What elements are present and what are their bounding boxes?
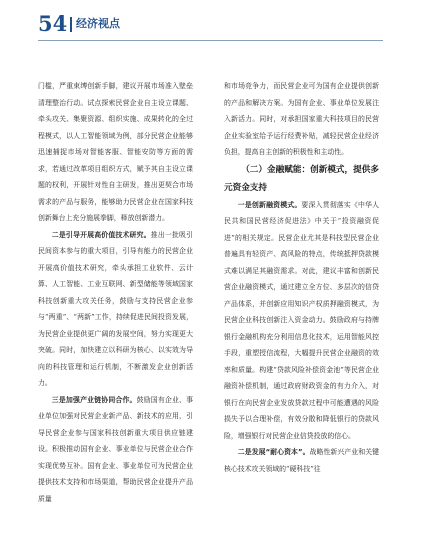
paragraph-lead: 三是加强产业链协同合作。 <box>51 395 137 404</box>
page-number: 54 <box>38 11 68 36</box>
header-divider-bar <box>70 17 72 32</box>
paragraph-lead: 二是引导开展高价值技术研究。 <box>51 230 151 239</box>
right-column <box>224 78 379 477</box>
paragraph <box>224 197 379 445</box>
paragraph-body: 要深入贯彻落实《中华人民共和国民营经济促进法》中关于“投资融资促进”的相关规定。民营企业尤其是科技型民营企业普遍具有轻资产、高风险的特点，传统抵押贷款模式难以满足其融资需求。对此，建议丰富和创新民营企业融资模式，通过建立全方位、多层次的信贷产品体系，并创新应用知识产权质押融资模式，为民营企业科技创新注入资金动力。鼓励政府与持牌银行金融机构充分利用信息化技术，运用智能风控手段，重塑授信流程，大幅提升民营企业融资的效率和质量。构建“贷款风险补偿资金池”等民营企业融资补偿机制，通过政府财政资金的有力介入，对银行在向民营企业发放贷款过程中可能遭遇的风险损失予以合理补偿，有效分散和降低银行的贷款风险，增强银行对民营企业信贷投放的信心。 <box>224 200 380 440</box>
paragraph <box>224 444 379 477</box>
paragraph-lead: 二是发展“耐心资本”。 <box>237 448 310 456</box>
header-rule <box>38 40 383 41</box>
paragraph <box>38 227 193 392</box>
section-title: 经济视点 <box>76 17 120 30</box>
paragraph-body: 推出一批吸引民间资本参与的重大项目，引导有能力的民营企业开展高价值技术研究，牵头承担工业软件、云计算、人工智能、工业互联网、新型储能等领域国家科技创新重大攻关任务，鼓励与支持民营企业参与“两重”、“两新”工作，持续促进民间投资发展，为民营企业提供更广阔的发展空间，努力实现更大突破。同时，加快建立以科研为核心、以实效为导向的科技管理和运行机制，不断激发企业创新活力。 <box>38 230 194 387</box>
paragraph-lead: 一是创新融资模式。 <box>237 200 302 209</box>
page-header <box>38 12 398 36</box>
left-column <box>38 78 193 507</box>
paragraph: 和市场竞争力，而民营企业可为国有企业提供创新的产品和解决方案。为国有企业、事业单位发展注入新活力。同时，对承担国家重大科技项目的民营企业实验室给予运行经费补贴，减轻民营企业经济负担，提高自主创新的积极性和主动性。 <box>224 82 379 156</box>
paragraph-body: 战略性新兴产业和关键核心技术攻关领域的“硬科技”往 <box>224 448 380 473</box>
paragraph-body: 鼓励国有企业、事业单位加强对民营企业新产品、新技术的应用，引导民营企业参与国家科技创新重大项目供应链建设。积极推动国有企业、事业单位与民营企业合作实现优势互补。国有企业、事业单位可为民营企业提供技术支持和市场渠道，帮助民营企业提升产品质量 <box>38 395 193 503</box>
paragraph: 门槛，严重束缚创新手脚，建议开展市场准入壁垒清理整治行动。试点探索民营企业自主设立课题、牵头攻关、集聚资源、组织实施、成果转化的全过程模式，以人工智能领域为例，部分民营企业能够迅速捕捉市场对智能客服、智能安防等方面的需求，若通过改革项目组织方式，赋予其自主设立课题的权利，开展针对性自主研发，推出更契合市场需求的产品与服务，能够助力民营企业在国家科技创新舞台上充分施展拳脚，释放创新潜力。 <box>38 82 193 222</box>
section-heading: （二）金融赋能：创新模式，提供多元资金支持 <box>224 164 379 193</box>
paragraph <box>38 392 193 508</box>
